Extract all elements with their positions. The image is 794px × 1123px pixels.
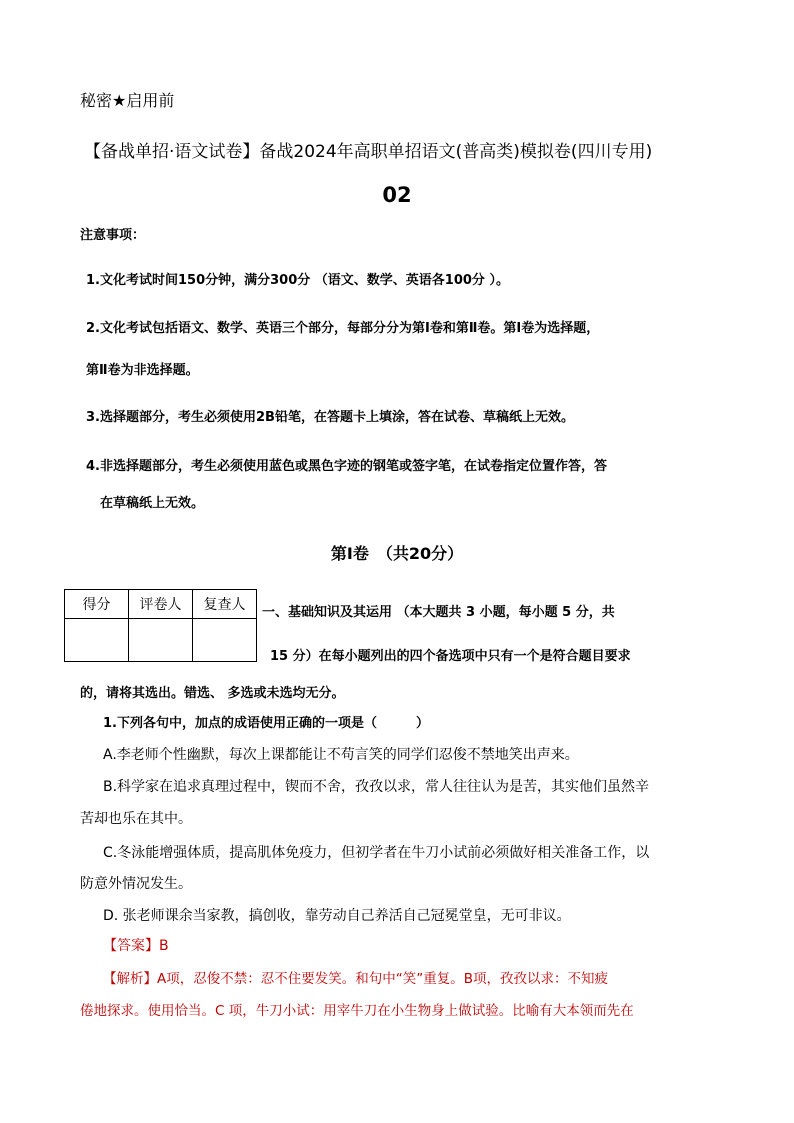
grader-cell bbox=[129, 619, 193, 662]
score-header-score: 得分 bbox=[65, 590, 129, 619]
score-cell bbox=[65, 619, 129, 662]
notice-item-3: 3.选择题部分，考生必须使用2B铅笔，在答题卡上填涂，答在试卷、草稿纸上无效。 bbox=[86, 410, 574, 425]
score-header-grader: 评卷人 bbox=[129, 590, 193, 619]
option-b: B.科学家在追求真理过程中，锲而不舍，孜孜以求，常人往往认为是苦，其实他们虽然辛 bbox=[103, 779, 650, 795]
part-heading: 第Ⅰ卷 （共20分） bbox=[330, 544, 464, 563]
analysis-line-1: 【解析】A项，忍俊不禁：忍不住要发笑。和句中“笑”重复。B项，孜孜以求：不知疲 bbox=[103, 971, 608, 987]
section-heading-line-2: 15 分）在每小题列出的四个备选项中只有一个是符合题目要求 bbox=[270, 649, 631, 664]
analysis-line-2: 倦地探求。使用恰当。C 项，牛刀小试：用宰牛刀在小生物身上做试验。比喻有大本领而先在 bbox=[80, 1003, 634, 1019]
option-c-cont: 防意外情况发生。 bbox=[80, 876, 192, 892]
question-1-stem: 1.下列各句中，加点的成语使用正确的一项是（ ） bbox=[103, 716, 429, 731]
notice-item-2: 2.文化考试包括语文、数学、英语三个部分，每部分分为第Ⅰ卷和第Ⅱ卷。第Ⅰ卷为选择题， bbox=[86, 321, 600, 336]
exam-title-number: 02 bbox=[382, 183, 412, 207]
confidential-mark: 秘密★启用前 bbox=[80, 91, 175, 110]
section-heading-line-1: 一、基础知识及其运用 （本大题共 3 小题，每小题 5 分，共 bbox=[262, 605, 615, 620]
notice-item-4-cont: 在草稿纸上无效。 bbox=[100, 496, 205, 511]
notice-item-4: 4.非选择题部分，考生必须使用蓝色或黑色字迹的钢笔或签字笔，在试卷指定位置作答，答 bbox=[86, 459, 607, 474]
reviewer-cell bbox=[193, 619, 257, 662]
score-table bbox=[64, 589, 257, 662]
notice-item-2-cont: 第Ⅱ卷为非选择题。 bbox=[86, 363, 199, 378]
option-b-cont: 苦却也乐在其中。 bbox=[80, 811, 192, 827]
notice-item-1: 1.文化考试时间150分钟，满分300分 （语文、数学、英语各100分 ）。 bbox=[86, 273, 509, 288]
notice-heading: 注意事项： bbox=[80, 228, 146, 243]
option-c: C.冬泳能增强体质，提高肌体免疫力，但初学者在牛刀小试前必须做好相关准备工作，以 bbox=[103, 845, 650, 861]
option-a: A.李老师个性幽默，每次上课都能让不苟言笑的同学们忍俊不禁地笑出声来。 bbox=[103, 747, 579, 763]
exam-title: 【备战单招·语文试卷】备战2024年高职单招语文(普高类)模拟卷(四川专用) bbox=[84, 142, 653, 162]
score-header-reviewer: 复查人 bbox=[193, 590, 257, 619]
answer-label: 【答案】B bbox=[103, 938, 169, 954]
section-heading-line-3: 的，请将其选出。错选、 多选或未选均无分。 bbox=[80, 686, 345, 701]
option-d: D. 张老师课余当家教，搞创收，靠劳动自己养活自己冠冕堂皇，无可非议。 bbox=[103, 908, 571, 924]
